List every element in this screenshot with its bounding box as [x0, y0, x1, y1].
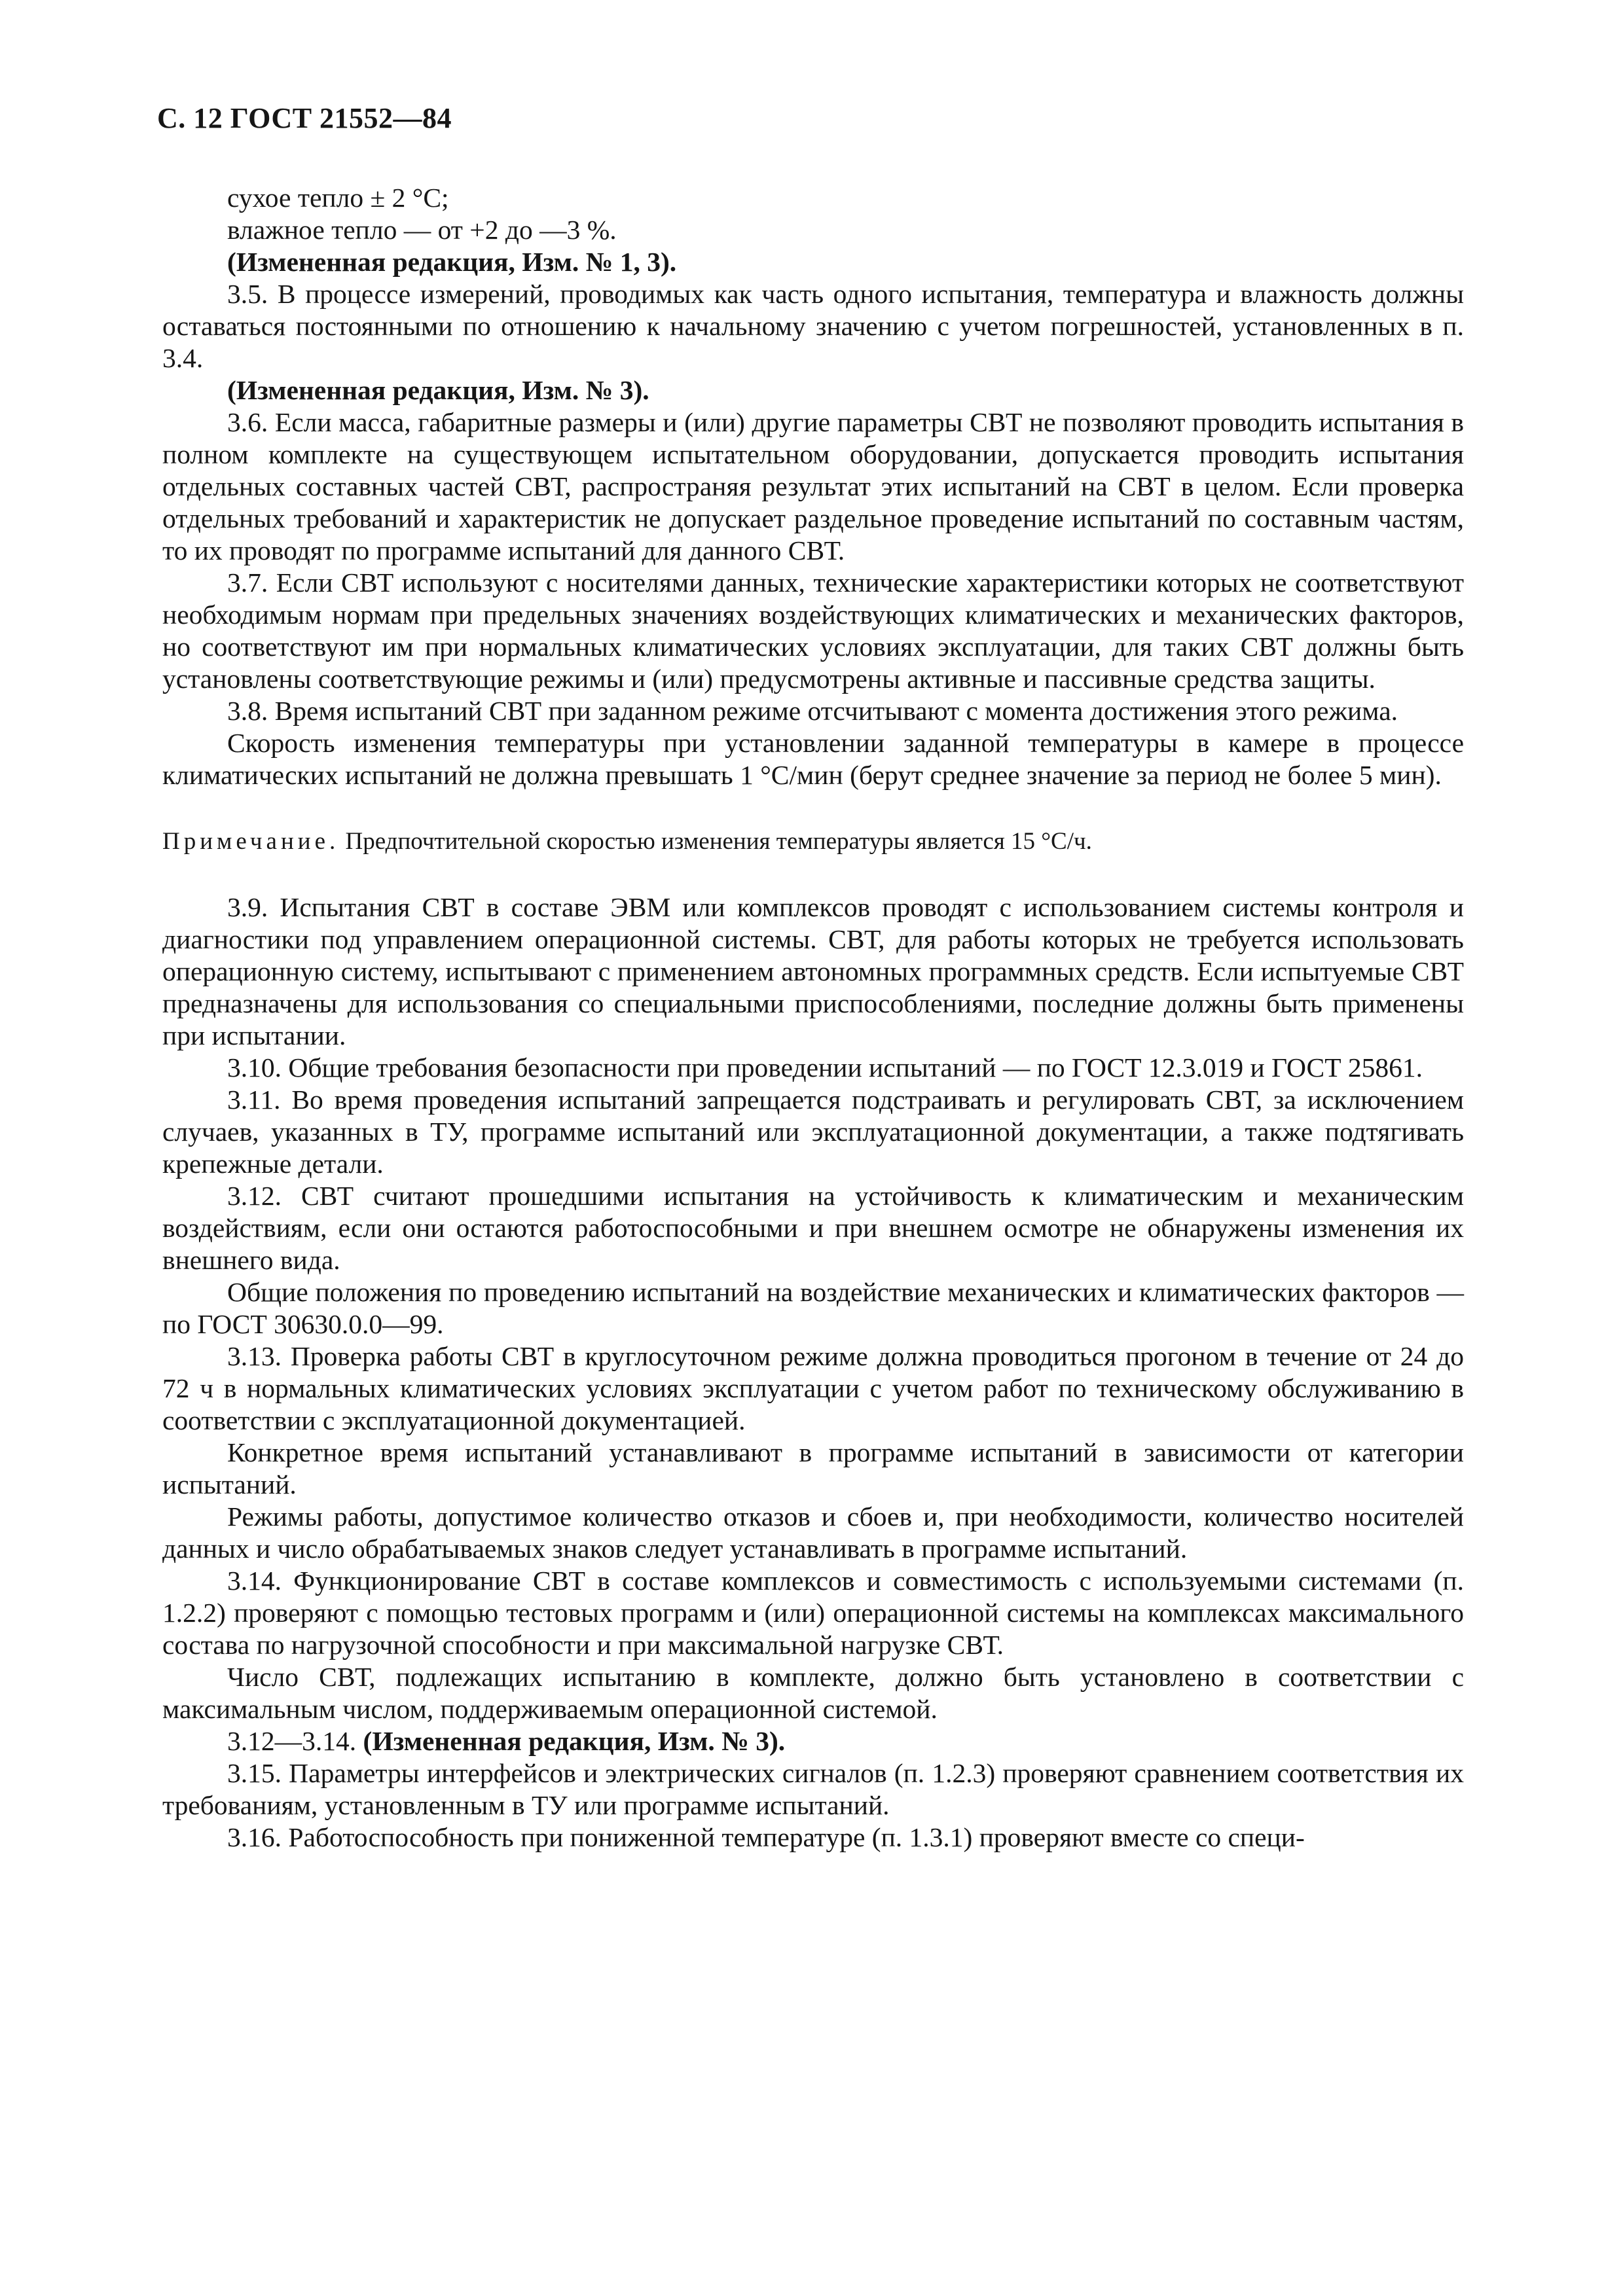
paragraph-3-11: 3.11. Во время проведения испытаний запрещается подстраивать и регулировать СВТ, за исключением случаев, указанных в ТУ, программе испытаний или эксплуатационной документации, а также подтягивать крепежные детали.	[162, 1085, 1464, 1179]
paragraph: Скорость изменения температуры при установлении заданной температуры в камере в процессе климатических испытаний не должна превышать 1 °С/мин (берут среднее значение за период не более 5 мин).	[162, 728, 1464, 790]
paragraph-3-15: 3.15. Параметры интерфейсов и электрических сигналов (п. 1.2.3) проверяют сравнением соответствия их требованиям, установленным в ТУ или программе испытаний.	[162, 1758, 1464, 1820]
paragraph-3-9: 3.9. Испытания СВТ в составе ЭВМ или комплексов проводят с использованием системы контроля и диагностики под управлением операционной системы. СВТ, для работы которых не требуется использовать операционную систему, испытывают с применением автономных программных средств. Если испытуемые СВТ предназначены для использования со специальными приспособлениями, последние должны быть применены при испытании.	[162, 892, 1464, 1050]
paragraph-3-7: 3.7. Если СВТ используют с носителями данных, технические характеристики которых не соответствуют необходимым нормам при предельных значениях воздействующих климатических и механических факторов, но соответствуют им при нормальных климатических условиях эксплуатации, для таких СВТ должны быть установлены соответствующие режимы и (или) предусмотрены активные и пассивные средства защиты.	[162, 567, 1464, 694]
paragraph: влажное тепло — от +2 до —3 %.	[227, 215, 617, 245]
amendment-note-text: (Измененная редакция, Изм. № 3).	[227, 375, 649, 405]
paragraph-3-13: 3.13. Проверка работы СВТ в круглосуточном режиме должна проводиться прогоном в течение от 24 до 72 ч в нормальных климатических условиях эксплуатации с учетом работ по техническому обслуживанию в соответствии с эксплуатационной документацией.	[162, 1341, 1464, 1435]
paragraph-3-5: 3.5. В процессе измерений, проводимых как часть одного испытания, температура и влажность должны оставаться постоянными по отношению к начальному значению с учетом погрешностей, установленных в п. 3.4.	[162, 279, 1464, 373]
amendment-note-prefix: 3.12—3.14.	[227, 1726, 363, 1756]
paragraph-3-6: 3.6. Если масса, габаритные размеры и (или) другие параметры СВТ не позволяют проводить испытания в полном комплекте на существующем испытательном оборудовании, допускается проводить испытания отдельных составных частей СВТ, распространяя результат этих испытаний на СВТ в целом. Если проверка отдельных требований и характеристик не допускает раздельное проведение испытаний по составным частям, то их проводят по программе испытаний для данного СВТ.	[162, 407, 1464, 565]
amendment-note	[162, 1725, 1464, 1757]
paragraph: Общие положения по проведению испытаний на воздействие механических и климатических факторов — по ГОСТ 30630.0.0—99.	[162, 1277, 1464, 1339]
paragraph: сухое тепло ± 2 °С;	[227, 183, 449, 213]
note-text: Предпочтительной скоростью изменения температуры является 15 °С/ч.	[339, 828, 1092, 855]
amendment-note	[162, 374, 1464, 406]
paragraph-3-16: 3.16. Работоспособность при пониженной температуре (п. 1.3.1) проверяют вместе со специ-	[227, 1822, 1305, 1852]
amendment-note	[162, 246, 1464, 278]
amendment-note-text: (Измененная редакция, Изм. № 3).	[363, 1726, 786, 1756]
paragraph: Режимы работы, допустимое количество отказов и сбоев и, при необходимости, количество носителей данных и число обрабатываемых знаков следует устанавливать в программе испытаний.	[162, 1501, 1464, 1564]
amendment-note-text: (Измененная редакция, Изм. № 1, 3).	[227, 247, 677, 277]
note-label: Примечание.	[162, 828, 340, 855]
paragraph-3-12: 3.12. СВТ считают прошедшими испытания на устойчивость к климатическим и механическим воздействиям, если они остаются работоспособными и при внешнем осмотре не обнаружены изменения их внешнего вида.	[162, 1181, 1464, 1275]
document-body	[162, 182, 1464, 1854]
paragraph: Конкретное время испытаний устанавливают в программе испытаний в зависимости от категории испытаний.	[162, 1437, 1464, 1499]
paragraph-3-14: 3.14. Функционирование СВТ в составе комплексов и совместимость с используемыми системами (п. 1.2.2) проверяют с помощью тестовых программ и (или) операционной системы на комплексах максимального состава по нагрузочной способности и при максимальной нагрузке СВТ.	[162, 1566, 1464, 1660]
note	[162, 825, 1464, 857]
page-header: С. 12 ГОСТ 21552—84	[157, 102, 452, 134]
paragraph-3-10: 3.10. Общие требования безопасности при проведении испытаний — по ГОСТ 12.3.019 и ГОСТ 25861.	[227, 1052, 1423, 1083]
paragraph-3-8: 3.8. Время испытаний СВТ при заданном режиме отсчитывают с момента достижения этого режима.	[227, 696, 1398, 726]
paragraph: Число СВТ, подлежащих испытанию в комплекте, должно быть установлено в соответствии с максимальным числом, поддерживаемым операционной системой.	[162, 1662, 1464, 1724]
